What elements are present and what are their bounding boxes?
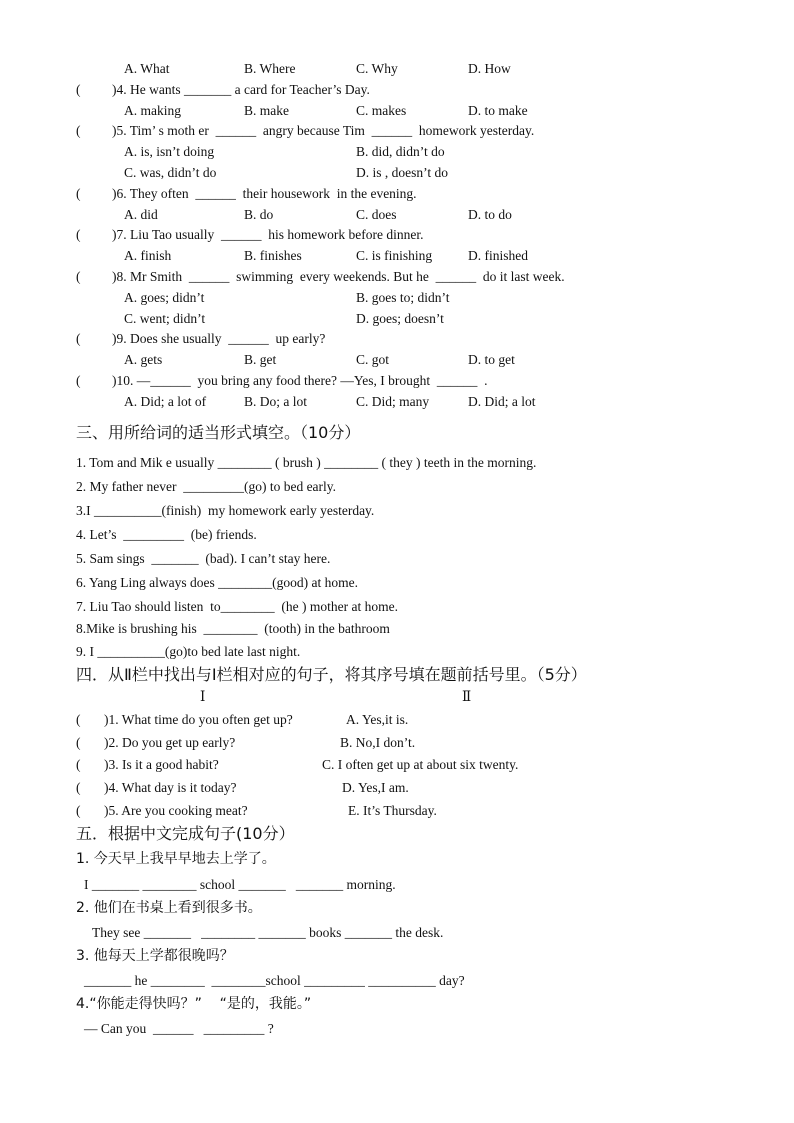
- option-b: B. do: [244, 207, 274, 222]
- option-c: C. Did; many: [356, 394, 430, 409]
- option-b: B. Do; a lot: [244, 394, 307, 409]
- fill-item-2: 2. My father never _________(go) to bed early.: [76, 479, 337, 494]
- option-c: C. makes: [356, 103, 407, 118]
- match-question: )4. What day is it today?: [104, 780, 237, 795]
- q3-option-c: C. Why: [356, 61, 398, 76]
- option-d: D. finished: [468, 248, 528, 263]
- option-b: B. finishes: [244, 248, 302, 263]
- fill-item-8: 8.Mike is brushing his ________ (tooth) in the bathroom: [76, 621, 390, 636]
- fill-item-7: 7. Liu Tao should listen to________ (he ) mother at home.: [76, 599, 399, 614]
- question-text: )5. Tim’ s moth er ______ angry because Tim ______ homework yesterday.: [112, 123, 535, 138]
- english-blank-line: _______ he ________ ________school _________ __________ day?: [84, 973, 465, 988]
- option-c: C. went; didn’t: [124, 311, 206, 326]
- option-a: A. is, isn’t doing: [124, 144, 215, 159]
- match-question: )1. What time do you often get up?: [104, 712, 293, 727]
- english-blank-line: I _______ ________ school _______ _______ morning.: [84, 877, 396, 892]
- answer-paren: (: [76, 186, 81, 201]
- fill-item-6: 6. Yang Ling always does ________(good) at home.: [76, 575, 358, 590]
- match-question: )2. Do you get up early?: [104, 735, 236, 750]
- option-c: C. is finishing: [356, 248, 433, 263]
- answer-paren: (: [76, 269, 81, 284]
- section-5-heading: 五．根据中文完成句子(10分）: [76, 824, 295, 843]
- answer-paren: (: [76, 803, 81, 818]
- option-b: B. did, didn’t do: [356, 144, 445, 159]
- answer-paren: (: [76, 331, 81, 346]
- answer-paren: (: [76, 735, 81, 750]
- match-question: )5. Are you cooking meat?: [104, 803, 248, 818]
- option-b: B. goes to; didn’t: [356, 290, 450, 305]
- option-a: A. gets: [124, 352, 163, 367]
- section-4-heading: 四．从Ⅱ栏中找出与Ⅰ栏相对应的句子，将其序号填在题前括号里。（5分）: [76, 665, 587, 684]
- option-a: A. goes; didn’t: [124, 290, 205, 305]
- answer-paren: (: [76, 373, 81, 388]
- answer-paren: (: [76, 712, 81, 727]
- q3-option-a: A. What: [124, 61, 170, 76]
- chinese-prompt: 4.“你能走得快吗？” “是的，我能。”: [76, 996, 312, 1012]
- match-answer: A. Yes,it is.: [346, 712, 409, 727]
- option-c: C. got: [356, 352, 390, 367]
- option-c: C. was, didn’t do: [124, 165, 217, 180]
- question-text: )10. —______ you bring any food there? —Yes, I brought ______ .: [112, 373, 488, 388]
- option-d: D. Did; a lot: [468, 394, 536, 409]
- chinese-prompt: 3. 他每天上学都很晚吗？: [76, 948, 234, 964]
- fill-item-9: 9. I __________(go)to bed late last night.: [76, 644, 301, 659]
- option-b: B. make: [244, 103, 289, 118]
- option-d: D. to get: [468, 352, 515, 367]
- english-blank-line: — Can you ______ _________ ?: [84, 1021, 274, 1036]
- answer-paren: (: [76, 82, 81, 97]
- match-answer: E. It’s Thursday.: [348, 803, 437, 818]
- question-text: )9. Does she usually ______ up early?: [112, 331, 326, 346]
- answer-paren: (: [76, 757, 81, 772]
- chinese-prompt: 2. 他们在书桌上看到很多书。: [76, 900, 262, 916]
- chinese-prompt: 1. 今天早上我早早地去上学了。: [76, 851, 276, 867]
- match-answer: B. No,I don’t.: [340, 735, 416, 750]
- section-3-heading: 三、用所给词的适当形式填空。（10分）: [76, 423, 361, 442]
- answer-paren: (: [76, 227, 81, 242]
- q3-option-b: B. Where: [244, 61, 296, 76]
- english-blank-line: They see _______ ________ _______ books _______ the desk.: [92, 925, 444, 940]
- option-c: C. does: [356, 207, 397, 222]
- option-a: A. finish: [124, 248, 172, 263]
- option-d: D. goes; doesn’t: [356, 311, 444, 326]
- match-answer: C. I often get up at about six twenty.: [322, 757, 519, 772]
- fill-item-5: 5. Sam sings _______ (bad). I can’t stay here.: [76, 551, 331, 566]
- fill-item-3: 3.I __________(finish) my homework early yesterday.: [76, 503, 375, 518]
- answer-paren: (: [76, 123, 81, 138]
- column-1-label: Ⅰ: [200, 689, 206, 704]
- answer-paren: (: [76, 780, 81, 795]
- option-a: A. making: [124, 103, 181, 118]
- question-text: )6. They often ______ their housework in the evening.: [112, 186, 417, 201]
- match-answer: D. Yes,I am.: [342, 780, 409, 795]
- option-d: D. to make: [468, 103, 528, 118]
- option-a: A. Did; a lot of: [124, 394, 207, 409]
- question-text: )7. Liu Tao usually ______ his homework before dinner.: [112, 227, 424, 242]
- match-question: )3. Is it a good habit?: [104, 757, 219, 772]
- fill-item-1: 1. Tom and Mik e usually ________ ( brush ) ________ ( they ) teeth in the morning.: [76, 455, 537, 470]
- q3-option-d: D. How: [468, 61, 511, 76]
- question-text: )8. Mr Smith ______ swimming every weekends. But he ______ do it last week.: [112, 269, 565, 284]
- option-a: A. did: [124, 207, 158, 222]
- option-b: B. get: [244, 352, 277, 367]
- column-2-label: Ⅱ: [462, 689, 472, 704]
- option-d: D. is , doesn’t do: [356, 165, 449, 180]
- fill-item-4: 4. Let’s _________ (be) friends.: [76, 527, 257, 542]
- question-text: )4. He wants _______ a card for Teacher’s Day.: [112, 82, 370, 97]
- option-d: D. to do: [468, 207, 512, 222]
